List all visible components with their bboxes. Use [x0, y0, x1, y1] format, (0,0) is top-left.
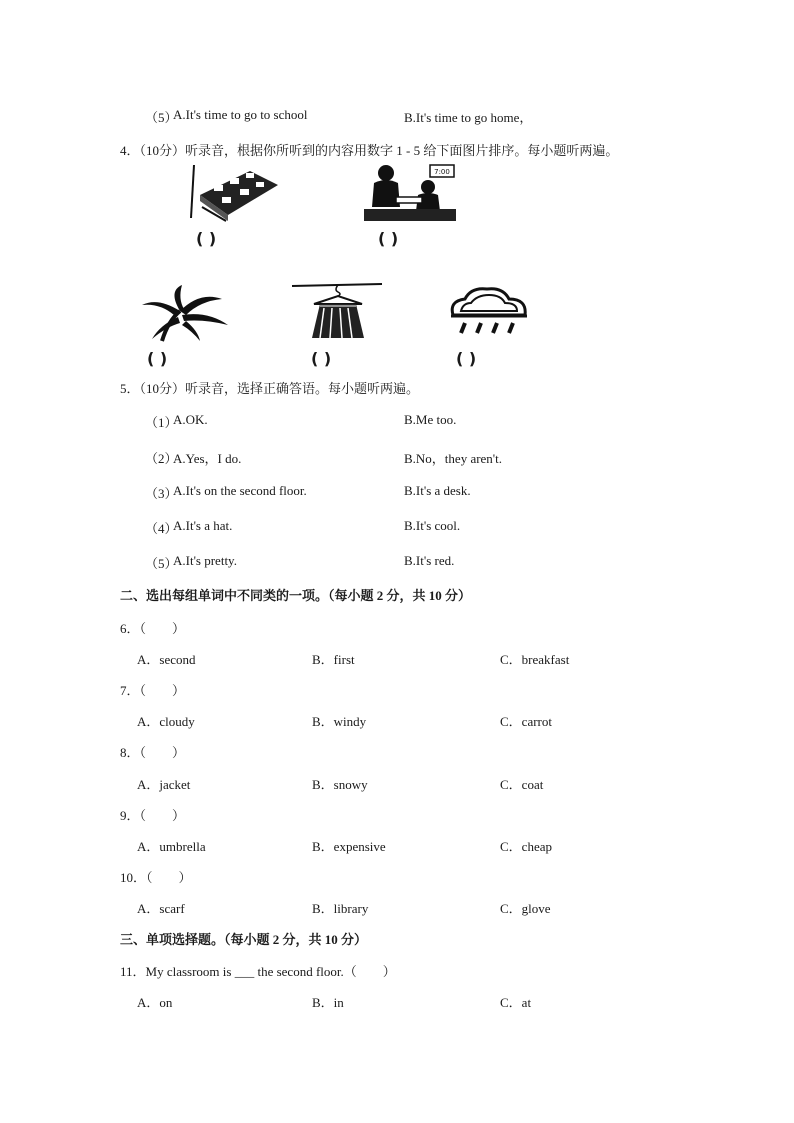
- q5-item3-option-b[interactable]: B.It's a desk.: [404, 483, 471, 498]
- q11-option-c[interactable]: C．at: [500, 995, 532, 1010]
- q4-picture4-answer-paren[interactable]: ( ): [311, 349, 332, 368]
- q10-option-a[interactable]: A．scarf: [137, 901, 185, 916]
- q4-picture2-answer-paren[interactable]: ( ): [378, 229, 399, 248]
- rain-cloud-picture: [447, 285, 529, 341]
- q10-stem: 10．（ ）: [120, 870, 192, 885]
- q8-option-b[interactable]: B．snowy: [312, 777, 368, 792]
- q5-item5-number: （5）: [145, 556, 178, 571]
- q8-option-a[interactable]: A．jacket: [137, 777, 191, 792]
- q4-title: 4．（10分）听录音，根据你所听到的内容用数字 1 - 5 给下面图片排序。每小题听两遍。: [120, 143, 619, 158]
- breakfast-scene-picture: [360, 163, 460, 223]
- q5-item1-option-a[interactable]: A.OK.: [173, 412, 208, 427]
- q8-stem: 8．（ ）: [120, 745, 186, 760]
- q11-option-a[interactable]: A．on: [137, 995, 173, 1010]
- q5-item4-option-b[interactable]: B.It's cool.: [404, 518, 461, 533]
- q6-option-a[interactable]: A．second: [137, 652, 196, 667]
- q11-option-b[interactable]: B．in: [312, 995, 344, 1010]
- q7-option-a[interactable]: A．cloudy: [137, 714, 195, 729]
- q9-option-a[interactable]: A．umbrella: [137, 839, 206, 854]
- q5-item4-option-a[interactable]: A.It's a hat.: [173, 518, 233, 533]
- section3-title: 三、单项选择题。（每小题 2 分，共 10 分）: [120, 932, 368, 947]
- q5-item5-option-a[interactable]: A.It's pretty.: [173, 553, 237, 568]
- q3-item5-number: （5）: [145, 110, 178, 125]
- q5-item1-number: （1）: [145, 415, 178, 430]
- q7-stem: 7．（ ）: [120, 683, 186, 698]
- q5-item2-option-b[interactable]: B.No，they aren't.: [404, 451, 503, 466]
- classroom-desks-picture: [188, 163, 280, 223]
- q9-option-b[interactable]: B．expensive: [312, 839, 386, 854]
- q6-stem: 6．（ ）: [120, 621, 186, 636]
- q5-item3-option-a[interactable]: A.It's on the second floor.: [173, 483, 307, 498]
- q5-item3-number: （3）: [145, 486, 178, 501]
- section2-title: 二、选出每组单词中不同类的一项。（每小题 2 分，共 10 分）: [120, 588, 472, 603]
- q4-picture5-answer-paren[interactable]: ( ): [456, 349, 477, 368]
- q8-option-c[interactable]: C．coat: [500, 777, 544, 792]
- q3-item5-option-b[interactable]: B.It's time to go home，: [404, 110, 533, 125]
- clock-label: 7:00: [434, 168, 450, 176]
- q10-option-b[interactable]: B．library: [312, 901, 369, 916]
- q7-option-b[interactable]: B．windy: [312, 714, 367, 729]
- q4-picture1-answer-paren[interactable]: ( ): [196, 229, 217, 248]
- q5-title: 5．（10分）听录音，选择正确答语。每小题听两遍。: [120, 381, 420, 396]
- skirt-on-hanger-picture: [290, 282, 384, 342]
- q5-item4-number: （4）: [145, 521, 178, 536]
- q10-option-c[interactable]: C．glove: [500, 901, 551, 916]
- q9-stem: 9．（ ）: [120, 808, 186, 823]
- q9-option-c[interactable]: C．cheap: [500, 839, 552, 854]
- q5-item5-option-b[interactable]: B.It's red.: [404, 553, 455, 568]
- q6-option-c[interactable]: C．breakfast: [500, 652, 570, 667]
- q11-stem: 11．My classroom is ___ the second floor.（ ）: [120, 964, 396, 979]
- windy-tree-picture: [138, 285, 230, 343]
- q7-option-c[interactable]: C．carrot: [500, 714, 552, 729]
- q3-item5-option-a[interactable]: A.It's time to go to school: [173, 107, 308, 122]
- q4-picture3-answer-paren[interactable]: ( ): [147, 349, 168, 368]
- q5-item2-number: （2）: [145, 451, 178, 466]
- q6-option-b[interactable]: B．first: [312, 652, 355, 667]
- q5-item2-option-a[interactable]: A.Yes，I do.: [173, 451, 242, 466]
- q5-item1-option-b[interactable]: B.Me too.: [404, 412, 457, 427]
